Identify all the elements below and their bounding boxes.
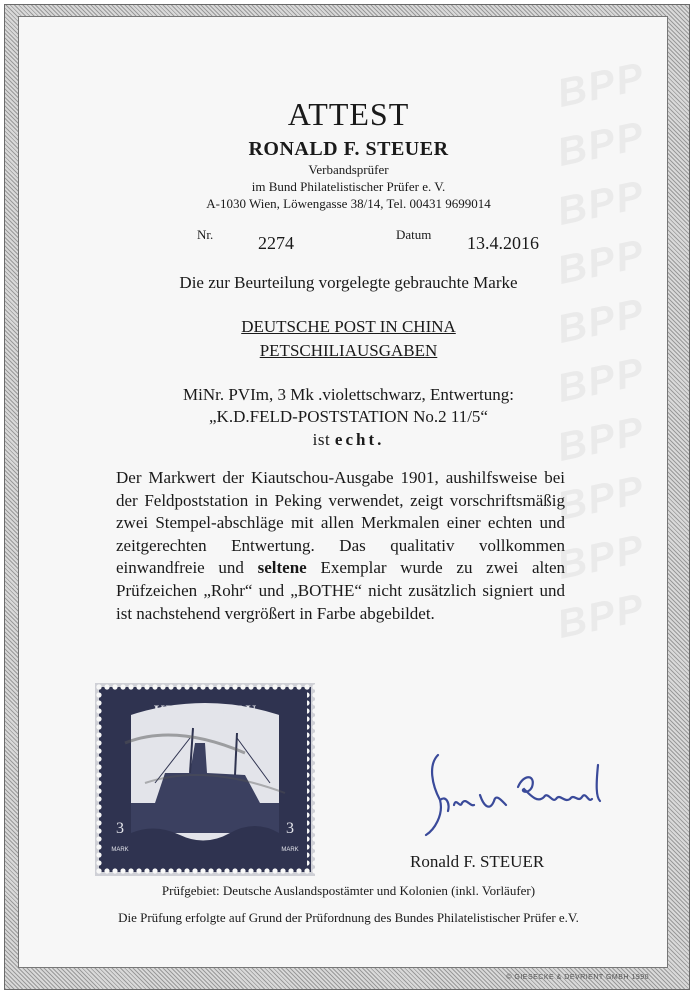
regulation-note: Die Prüfung erfolgte auf Grund der Prüfordnung des Bundes Philatelistischer Prüfer e.V. (118, 910, 579, 925)
bpp-watermark: BPP BPP BPP BPP BPP BPP BPP BPP BPP BPP (553, 54, 649, 647)
intro-text: Die zur Beurteilung vorgelegte gebrauchte Marke (179, 273, 518, 292)
stamp-left-text: MARK (111, 847, 129, 853)
printer-imprint: © GIESECKE & DEVRIENT GMBH 1990 (506, 974, 649, 981)
verdict-genuine: echt. (334, 430, 385, 449)
examiner-name: RONALD F. STEUER (248, 138, 449, 160)
nr-value: 2274 (258, 233, 294, 253)
description-paragraph: Der Markwert der Kiautschou-Ausgabe 1901, aushilfsweise bei der Feldpoststation in Peking verwendet, zeigt vorschriftsmäßig zwei Stempel-abschläge mit allen Merkmalen einer echten und zeitgerechten Entwertung. Das qualitativ vollkommen einwandfreie und seltene Exemplar wurde zu zwei alten Prüfzeichen „Rohr“ und „BOTHE“ nicht zusätzlich signiert und ist nachstehend vergrößert in Farbe abgebildet. (116, 468, 565, 623)
catalog-line: MiNr. PVIm, 3 Mk .violettschwarz, Entwertung: (183, 385, 514, 404)
rare-emphasis: seltene (257, 558, 307, 578)
signature-printed-name: Ronald F. STEUER (410, 852, 545, 871)
examiner-association: im Bund Philatelistischer Prüfer e. V. (251, 179, 446, 194)
stamp-image (95, 683, 315, 876)
certificate-title: ATTEST (287, 96, 410, 132)
cancellation-line: „K.D.FELD-POSTSTATION No.2 11/5“ (209, 407, 488, 426)
heading-issue: PETSCHILIAUSGABEN (259, 341, 438, 360)
examiner-role: Verbandsprüfer (308, 162, 389, 177)
pruefgebiet-line: Prüfgebiet: Deutsche Auslandspostämter und Kolonien (inkl. Vorläufer) (161, 883, 536, 898)
verdict-line: ist echt. (312, 430, 385, 449)
datum-label: Datum (396, 227, 432, 242)
handwritten-signature (420, 745, 620, 845)
stamp-top-text: KIAUTSCHOU (153, 703, 257, 719)
examiner-address: A-1030 Wien, Löwengasse 38/14, Tel. 00431 9699014 (206, 196, 491, 211)
datum-value: 13.4.2016 (467, 233, 539, 253)
stamp-right-text: MARK (281, 847, 299, 853)
stamp-numeral-left: 3 (116, 820, 124, 837)
stamp-numeral-right: 3 (286, 820, 294, 837)
nr-label: Nr. (197, 227, 214, 242)
heading-area: DEUTSCHE POST IN CHINA (241, 317, 456, 336)
